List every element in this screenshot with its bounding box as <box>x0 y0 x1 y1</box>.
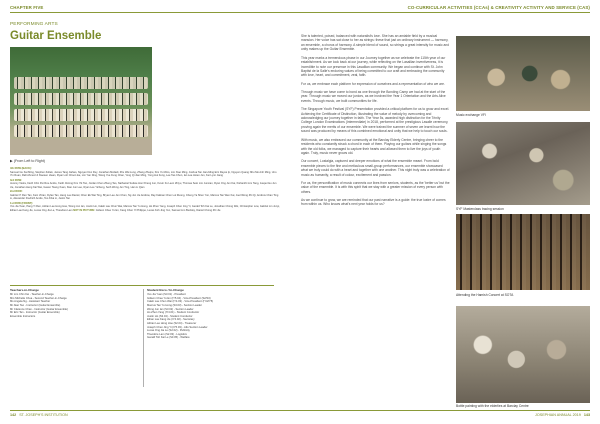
body-paragraph: This year marks a tremendous phase in our Journey together as we celebrate the 115th year of our establishment. As we look back at our journey, while reflecting on the Lasallian inventiveness, it is incredible to note our presence in this Lasallian community. We began and continue with St. John Baptist de la Salle's enduring values of being committed to our craft and embracing the community with love, heart, and commitment, zeal, faith. <box>301 55 446 78</box>
body-paragraph: She is talented, poised, balanced with naturalist's love. She has an amiable field by a musical mansion. Her voice has sat close to her as strings: these that just an ordinary instrument — harmony, an ensemble, a chorus of harmony. A simple blend of sound, so strings a great intensity for music and unity makes up the Guitar Ensemble. <box>301 34 450 52</box>
exco-item: Wong Jun Ian (S3.02) - Section Leader <box>147 307 194 311</box>
exco-item: Ho Zhen Yang (IY4.01) - Student Conductor <box>147 311 200 315</box>
chapter-header: CHAPTER FIVE <box>10 5 44 10</box>
syf-masterclass-photo <box>456 122 590 205</box>
music-exchange-photo <box>456 36 590 111</box>
row4-label: 4th ROW (BACK): <box>10 167 32 171</box>
teacher-item: Ms Angela Ng - Assistant Teacher <box>10 300 51 304</box>
staff-box <box>10 285 274 389</box>
student-exco-column <box>147 289 272 340</box>
teachers-column <box>10 289 135 318</box>
section-header: CO-CURRICULAR ACTIVITIES (CCAs) & CREATIVITY ACTIVITY AND SERVICE (CAS) <box>407 5 590 10</box>
group-photo <box>10 47 152 155</box>
concert-caption: Attending the Hamish Concert at SOTA <box>456 293 514 297</box>
column-divider <box>143 289 144 387</box>
article-body <box>301 34 450 211</box>
exco-item: Gideon Chee Yu En (IY5.04) - Vice-President (S2/S3) <box>147 296 211 300</box>
concert-photo <box>456 214 590 290</box>
exco-item: Adrian Lee Hong Hoe (S2.04) - Treasurer <box>147 321 197 325</box>
page-title: Guitar Ensemble <box>10 30 102 42</box>
exco-item: Justin Ho (S3.04) - Student Conductor <box>147 314 193 318</box>
elderly-bottle-painting-caption: Bottle painting with the elderlies at Barclay Centre <box>456 404 529 408</box>
photo-row-third <box>14 93 148 105</box>
exco-item: Yeo Jia Yuan (S3.01) - President <box>147 293 186 297</box>
photo-caption: ▶ (From Left to Right) <box>10 159 45 163</box>
footer-right <box>535 413 590 417</box>
left-page-number: 142 <box>10 413 17 417</box>
photo-row-front <box>14 125 148 137</box>
name-list <box>10 166 280 212</box>
footer-left <box>10 413 68 417</box>
teacher-item: Ensemble Instructors <box>10 314 36 318</box>
syf-masterclass-caption: SYF Masterclass tracing session <box>456 207 504 211</box>
right-page-number: 143 <box>583 413 590 417</box>
exco-item: Marcus Tan Yu Hong (S3.03) - Section Leader <box>147 303 202 307</box>
row2-label: 2nd ROW: <box>10 190 23 194</box>
right-footer-text: JOSEPHIAN ANNUAL 2019 <box>535 413 581 417</box>
teacher-item: Mr Clarence Chan - Instructor (Guitar Ensemble) <box>10 307 68 311</box>
exco-item: Theodore Lam (S2.03) - Logistics <box>147 332 187 336</box>
elderly-bottle-painting-photo <box>456 306 590 403</box>
exco-item: Caleb Lau Chun Wai (IY4.03) - Vice-President (IY4/IY5) <box>147 300 214 304</box>
header-divider <box>10 12 590 13</box>
row3-names: Jeremy Vieira, Kieth Chin Pei Rou Andre, Keith Jitzong Kim Yik Tan, Jordan Chen Zheng Tao, Nathaniel Sodwe Hon Kheng Jun, Kevin Fu Leon Zhiyu, Thomas Seto Lim Junxian, Ryan Ong Jun Kai, Kishanthi Lim Tang, Jasper Eu Jun Jie, Jonathan Heng Kai Wei, Gaven Tsang Xuan, Kian Jun Lee, Ryan Lee Yicheng, Seth Wong Jun Ting, Han Li Qian <box>10 182 277 189</box>
row1-label: 1st ROW (FRONT): <box>10 201 34 205</box>
photo-caption-text: (From Left to Right) <box>13 159 45 163</box>
left-footer-text: ST. JOSEPH'S INSTITUTION <box>19 413 68 417</box>
exco-item: Gerald Toh Kai Le (S3.05) - Welfare <box>147 336 190 340</box>
not-in-picture-names: Gideon Chee Yu En, Kang Chen Yi Philippe, Lucas Koh Jing Yen, Samuel Lim Buckley, Daniel Chong Zhi Jie <box>95 208 221 212</box>
footer-divider <box>10 410 590 411</box>
body-paragraph: For us, we embrace each platform for expression of ourselves and a representation of who we are. <box>301 81 445 86</box>
body-paragraph: Through music we have come to bond as one through the Bonding Camp we had at the start of the year. Through music we moved our juniors, as we involved the Year 1 Orientation and the Arts Alive events. Through music, we built communities for life. <box>301 89 446 103</box>
exco-item: Joseph Chen Jing Yi (IY5.03) - Alto Section Leader <box>147 325 208 329</box>
section-label: PERFORMING ARTS <box>10 22 58 27</box>
photo-row-second <box>14 109 148 121</box>
exco-item: Lucas Ong Jia Le (S2.02) - Publicity <box>147 329 190 333</box>
teacher-item: Mrs Michelle Chua - Second Teacher-in-Charge <box>10 296 67 300</box>
row1-names: Yeo Jia Yuan, Pang Yi Ren, Adrian Lee Hong Hoe, Wong Jun Ian, Justin Ho, Caleb Lau Chun Wai, Marcus Tan Yu Hong, Ho Zhen Yang, Joseph Chen Jing Yi, Gerald Toh Kai Le, Jonathan Chong Wei, Christopher Low, Gabriel Lin Junyi, Ethan Lau Kang Jie, Lucas Ong Jia Le, Theodore Lam <box>10 205 280 212</box>
body-paragraph: As we continue to grow, we are reminded that our past narrative is a guide: the true lustre of comes from within us. Who knows what's next year holds for us? <box>301 197 446 207</box>
exco-item: Ethan Lau Kang Jie (IY4.02) - Secretary <box>147 318 195 322</box>
music-exchange-caption: Music exchange VFI <box>456 113 486 117</box>
teacher-item: Mr Alan Teo - Instructor (Guitar Ensemble) <box>10 303 61 307</box>
body-paragraph: With music, we also embraced our community at the Barclay Elderly Centre, bringing cheer to the residents who constantly struck a chord in each of them. Playing our guitars while singing the songs with the old folks, we managed to capture their hearts and allowed them to live the joys of youth again. Truly, music never grows old. <box>301 137 447 155</box>
row4-names: Samuel Gu Kai Ming, Stephen Zoltek, James Tang Jiahao, Nguyen Duc Duy, Jonathan Muliadi, Zhu Wai Lung, Zhang Zhuqiu, Kim Yui Woo, Lim Xiao Ming, Joshua Tan Jian-Ming Eric Reyes Ip, Nguyen Quang Nhu Mo Anh Ming, Uno Yin Ruan, Rafi Ahmed Ji Xiaosen Hwan, Ryan Loh Choon Ee, Lim Yan Ding, Wong Yue Fung Chan, Yong Qi Jian Ming, Yong Hui Feng, Lee Tao Chen, Ian Lee Hsien Jun, Kei Lynn Jiang <box>10 170 277 178</box>
row3-label: 3rd ROW: <box>10 178 22 182</box>
teacher-item: Mr Eric Tan - Instructor (Guitar Ensemble) <box>10 311 60 315</box>
body-paragraph: The Singapore Youth Festival (SYF) Presentation provided a critical platform for us to grow and excel. Achieving the Certificate of Distinction, illustrating the value of melody by overcoming and acknowledging our journey together in faith. The Year 5s, awarded high distinction for the Trinity College London Examinations (Intermediate) in 2018, performed at the prestigious Lasalle ceremony, proving again the merits of our ensemble. We were trained the summer of seven we learnt how the sound was produced by means of this combined emotional and unity that we help to touch our souls. <box>301 107 450 134</box>
photo-row-back <box>14 77 148 89</box>
student-exco-heading: Student Exco / In-Charge <box>147 288 184 292</box>
not-in-picture-label: NOT IN PICTURE: <box>73 208 96 212</box>
row2-names: Gabriel Yi Ren Tan, Kein Vitran, Dylan Tan, Heng Lau Daniel, Chen Ek Wei Ting, Bryan Lee Jun Chen, Ng Jun Jie Andrew, Ray Kalinan Chen Lui Ruong, Cheng Ya Shen Yun, Marcus Tan Wen Kai, Joel Wong Zhi Qi, Andrew Chan Ting Li, Alexander Fredrich Andre, Teo Khai Li, Justin Tan <box>10 193 279 201</box>
teacher-item: Mr Lim Chin Kei - Teacher-in-Charge <box>10 293 54 297</box>
teachers-heading: Teachers-in-Charge <box>10 288 39 292</box>
photo-floor <box>10 139 152 155</box>
body-paragraph: For us, the personification of music connects our lives from seniors, students, as the 'better us' but the value of the ensemble. It is with this spirit that we stay with a greater mission of every person with others. <box>301 180 450 194</box>
body-paragraph: Our concert, Lostalgia, captured and deeper emotions of what the ensemble meant. From bold ensemble pieces to the fine and meticulous small-group performances, our ensemble showcased what we truly could do with a heart and together with one another. This night truly was a celebration of music as humanity, a result of colour, excitement and passion. <box>301 159 450 177</box>
